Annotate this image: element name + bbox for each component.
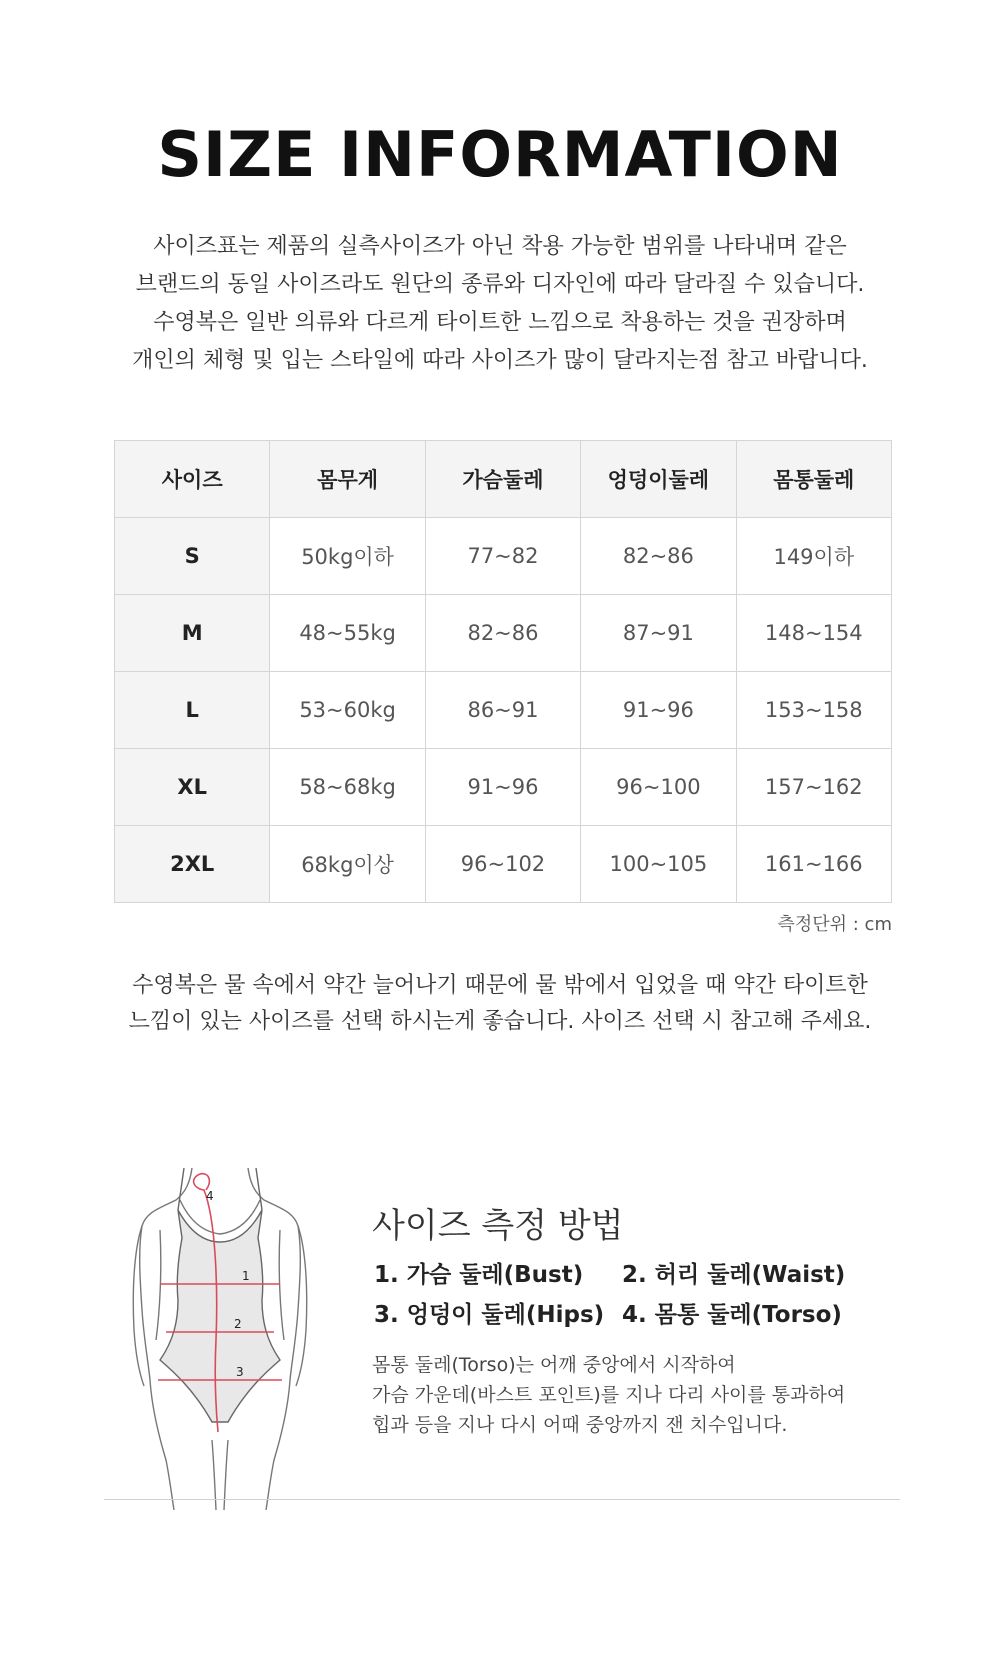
- torso-cell: 161~166: [736, 826, 891, 903]
- figure-label-2: 2: [234, 1317, 242, 1331]
- measure-item-waist: 2. 허리 둘레(Waist): [622, 1261, 846, 1288]
- intro-line: 수영복은 일반 의류와 다르게 타이트한 느낌으로 착용하는 것을 권장하며: [153, 310, 847, 335]
- torso-desc-line: 몸통 둘레(Torso)는 어깨 중앙에서 시작하여: [372, 1354, 736, 1376]
- table-row: [115, 826, 892, 903]
- table-header-row: [115, 441, 892, 518]
- intro-line: 브랜드의 동일 사이즈라도 원단의 종류와 디자인에 따라 달라질 수 있습니다.: [135, 272, 865, 297]
- hips-cell: 82~86: [581, 518, 736, 595]
- bust-cell: 82~86: [425, 595, 580, 672]
- torso-cell: 149이하: [736, 518, 891, 595]
- size-cell: M: [115, 595, 270, 672]
- body-outline-graphic: [120, 1160, 320, 1510]
- table-row: [115, 749, 892, 826]
- note-line: 수영복은 물 속에서 약간 늘어나기 때문에 물 밖에서 입었을 때 약간 타이트한: [132, 973, 868, 998]
- intro-line: 사이즈표는 제품의 실측사이즈가 아닌 착용 가능한 범위를 나타내며 같은: [153, 234, 847, 259]
- torso-desc-line: 힙과 등을 지나 다시 어때 중앙까지 잰 치수입니다.: [372, 1414, 788, 1436]
- weight-cell: 50kg이하: [270, 518, 425, 595]
- figure-label-4: 4: [206, 1189, 214, 1203]
- swimsuit-figure-illustration: [120, 1160, 320, 1510]
- weight-cell: 68kg이상: [270, 826, 425, 903]
- measure-item-hips: 3. 엉덩이 둘레(Hips): [374, 1301, 605, 1328]
- bottom-divider: [104, 1499, 900, 1500]
- table-row: [115, 595, 892, 672]
- header-hips: 엉덩이둘레: [581, 441, 736, 518]
- note-line: 느낌이 있는 사이즈를 선택 하시는게 좋습니다. 사이즈 선택 시 참고해 주세요.: [128, 1009, 872, 1034]
- size-cell: L: [115, 672, 270, 749]
- intro-text: [0, 228, 1000, 380]
- header-weight: 몸무게: [270, 441, 425, 518]
- page-title: SIZE INFORMATION: [157, 118, 843, 191]
- bust-cell: 77~82: [425, 518, 580, 595]
- measure-item-torso: 4. 몸통 둘레(Torso): [622, 1301, 842, 1328]
- hips-cell: 87~91: [581, 595, 736, 672]
- measure-list: [374, 1252, 894, 1332]
- hips-cell: 91~96: [581, 672, 736, 749]
- table-row: [115, 518, 892, 595]
- unit-note: 측정단위 : cm: [777, 914, 892, 935]
- header-size: 사이즈: [115, 441, 270, 518]
- swimsuit-shape: [160, 1210, 280, 1422]
- torso-cell: 157~162: [736, 749, 891, 826]
- table-row: [115, 672, 892, 749]
- torso-cell: 153~158: [736, 672, 891, 749]
- measure-item-bust: 1. 가슴 둘레(Bust): [374, 1261, 584, 1288]
- weight-cell: 58~68kg: [270, 749, 425, 826]
- figure-label-3: 3: [236, 1365, 244, 1379]
- bust-cell: 86~91: [425, 672, 580, 749]
- weight-cell: 53~60kg: [270, 672, 425, 749]
- fit-note: [0, 968, 1000, 1040]
- bust-cell: 96~102: [425, 826, 580, 903]
- bust-cell: 91~96: [425, 749, 580, 826]
- size-table: [114, 440, 892, 903]
- size-cell: XL: [115, 749, 270, 826]
- intro-line: 개인의 체형 및 입는 스타일에 따라 사이즈가 많이 달라지는점 참고 바랍니다.: [132, 348, 868, 373]
- header-bust: 가슴둘레: [425, 441, 580, 518]
- size-cell: S: [115, 518, 270, 595]
- weight-cell: 48~55kg: [270, 595, 425, 672]
- torso-description: [372, 1350, 845, 1440]
- size-cell: 2XL: [115, 826, 270, 903]
- torso-desc-line: 가슴 가운데(바스트 포인트)를 지나 다리 사이를 통과하여: [372, 1384, 846, 1406]
- measure-title: 사이즈 측정 방법: [372, 1206, 624, 1246]
- figure-label-1: 1: [242, 1269, 250, 1283]
- hips-cell: 96~100: [581, 749, 736, 826]
- torso-cell: 148~154: [736, 595, 891, 672]
- hips-cell: 100~105: [581, 826, 736, 903]
- header-torso: 몸통둘레: [736, 441, 891, 518]
